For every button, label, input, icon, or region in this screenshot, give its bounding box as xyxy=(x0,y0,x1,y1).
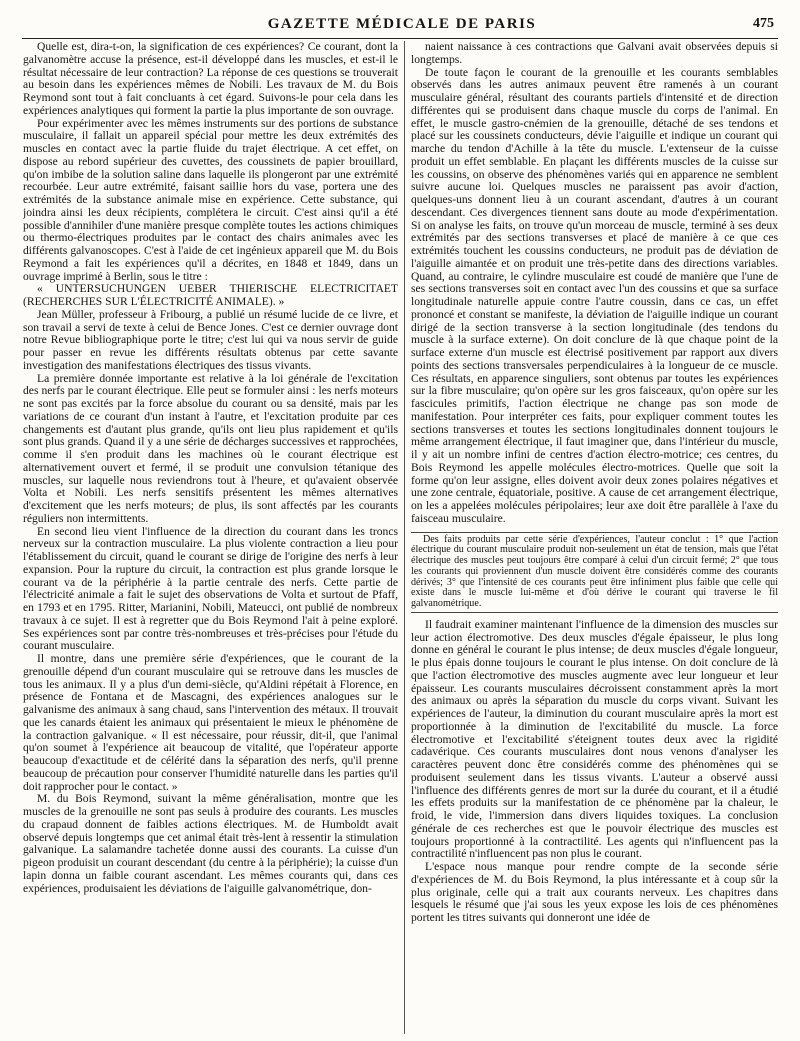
summary-text: Des faits produits par cette série d'expériences, l'auteur conclut : 1° que l'action électrique du courant musculaire produit non-seulement un état de tension, mais que l'état électrique des muscles peut toujours être comparé à celui d'un circuit fermé; 2° que tous les courants qui proviennent d'un muscle doivent être considérés comme des courants dérivés; 3° que l'intensité de ces courants peut être infiniment plus faible que celle qui existe dans le muscle lui-même et d'où dérive le courant qui traverse le fil galvanométrique. xyxy=(411,533,778,609)
paragraph: Quelle est, dira-t-on, la signification de ces expériences? Ce courant, dont la galvanomètre accuse la présence, est-il développé dans les muscles, et est-il le résultat nécessaire de leur contraction? La réponse de ces questions se trouverait au besoin dans les expériences mêmes de Nobili. Les travaux de M. du Bois Reymond sont tout à fait concluants à cet égard. Suivons-le pour cela dans les expériences analytiques qui forment la partie la plus importante de son ouvrage. xyxy=(23,41,398,117)
conclusion-summary xyxy=(411,532,778,613)
page-number: 475 xyxy=(753,16,774,31)
book-title-quote: « UNTERSUCHUNGEN UEBER THIERISCHE ELECTRICITAET (RECHERCHES SUR L'ÉLECTRICITÉ ANIMALE). » xyxy=(23,282,398,308)
journal-title: GAZETTE MÉDICALE DE PARIS xyxy=(267,16,537,32)
paragraph: La première donnée importante est relative à la loi générale de l'excitation des nerfs par le courant électrique. Elle peut se formuler ainsi : les nerfs moteurs ne sont pas excités par la force absolue du courant ou sa densité, mais par les variations de ce courant d'un instant à l'autre, et l'excitation produite par ces changements est d'autant plus grande, qu'ils ont lieu plus rapidement et qu'ils sont plus grands. Quand il y a une série de décharges successives et rapprochées, comme il s'en produit dans les machines où le courant électrique est alternativement ouvert et fermé, il se produit une convulsion tétanique des muscles, sur laquelle nous reviendrons tout à l'heure, et qu'avaient observée Volta et Nobili. Les nerfs sensitifs présentent les mêmes alternatives d'excitement que les nerfs moteurs; de plus, ils sont affectés par les courants réguliers non intermittents. xyxy=(23,371,398,525)
header-rule xyxy=(22,38,778,39)
left-column xyxy=(23,41,398,1036)
column-divider xyxy=(404,41,405,1034)
paragraph: En second lieu vient l'influence de la direction du courant dans les troncs nerveux sur la contraction musculaire. La plus violente contraction a lieu pour l'établissement du circuit, quand le courant se dirige de l'origine des nerfs à leur expansion. Pour la rupture du circuit, la contraction est plus grande lorsque le courant va de la périphérie à la partie centrale des nerfs. Cette partie de l'électricité animale a fait le sujet des observations de Volta et surtout de Pfaff, en 1793 et en 1795. Ritter, Marianini, Nobili, Mateucci, ont publié de nombreux travaux à ce sujet. Il est à regretter que du Bois Reymond l'ait à peine exploré. Ses expériences sont par contre très-nombreuses et très-précises pour l'étude du courant musculaire. xyxy=(23,524,398,653)
paragraph: M. du Bois Reymond, suivant la même généralisation, montre que les muscles de la grenouille ne sont pas seuls à produire des courants. Les muscles du crapaud donnent de faibles actions électriques. M. de Humboldt avait observé depuis longtemps que cet animal était très-lent à ressentir la stimulation galvanique. La salamandre tachetée donne aussi des courants. La cuisse d'un pigeon produisit un courant descendant (du centre à la périphérie); la cuisse d'un lapin donna un faible courant ascendant. Les mêmes courants qui, dans ces expériences, produisaient les déviations de l'aiguille galvanométrique, don- xyxy=(23,792,398,895)
page-header xyxy=(30,16,774,38)
paragraph: Pour expérimenter avec les mêmes instruments sur des portions de substance musculaire, il fallait un appareil spécial pour mettre les deux extrémités des muscles en contact avec la partie fluide du trajet électrique. A cet effet, on dispose au rebord supérieur des cuvettes, des coussinets de papier brouillard, qu'on imbibe de la solution saline dans laquelle ils plongeront par une extrémité recourbée. Leur autre extrémité, faisant saillie hors du vase, portera une des extrémités de la substance animale mise en expérience. Cette substance, qui joindra ainsi les deux récipients, complétera le circuit. C'est ainsi qu'il a été possible d'annihiler d'une manière presque complète toutes les actions chimiques ou thermo-électriques produites par le contact des chairs animales avec les différents galvanoscopes. C'est à l'aide de cet ingénieux appareil que M. du Bois Reymond a fait les expériences qu'il a décrites, en 1848 et 1849, dans un ouvrage imprimé à Berlin, sous le titre : xyxy=(23,116,398,283)
paragraph: Jean Müller, professeur à Fribourg, a publié un résumé lucide de ce livre, et son travail a servi de texte à celui de Bence Jones. C'est ce dernier ouvrage dont notre Revue bibliographique porte le titre; c'est lui qui va nous servir de guide pour passer en revue les différents résultats obtenus par cette savante investigation des manifestations électriques des tissus vivants. xyxy=(23,307,398,372)
right-column xyxy=(411,41,778,1036)
paragraph: De toute façon le courant de la grenouille et les courants semblables observés dans les autres animaux peuvent être ramenés à un courant musculaire général, résultant des courants partiels d'intensité et de direction différentes qui se produisent dans chaque muscle du corps de l'animal. En effet, le muscle gastro-cnémien de la grenouille, détaché de ses tendons et placé sur les coussinets conducteurs, dévie l'aiguille et indique un courant qui marche du tendon d'Achille à la tête du muscle. L'extenseur de la cuisse produit un effet semblable. En plaçant les différents muscles de la cuisse sur les coussins, on observe des phénomènes variés qui en apparence ne semblent suivre aucune loi. Quelques muscles ne paraissent pas avoir d'action, quelques-uns donnent lieu à un courant ascendant, d'autres à un courant descendant. Ces divergences tiennent sans doute au mode d'expérimentation. Si on analyse les faits, on trouve qu'un morceau de muscle, terminé à ses deux extrémités par des sections transverses et placé de manière à ce que ces extrémités touchent les coussins conducteurs, ne produit pas de déviation de l'aiguille aimantée et on produit une très-petite dans des directions variables. Quand, au contraire, le cylindre musculaire est coudé de manière que l'une de ses sections transverses soit en contact avec l'un des coussins et que sa surface longitudinale naturelle appuie contre l'autre coussin, dans ce cas, un effet prononcé et constant se manifeste, la déviation de l'aiguille indique un courant dirigé de la section transverse à la section longitudinale (des tendons du muscle à la surface externe). On doit conclure de là que chaque point de la surface externe d'un muscle est électrisé positivement par rapport aux divers points des sections transversales perpendiculaires à la longueur de ce muscle. Ces résultats, en apparence singuliers, sont obtenus par toutes les expériences sur la fibre musculaire; qu'on opère sur les gros faisceaux, qu'on opère sur les fascicules primitifs, l'action électrique ne change pas son mode de manifestation. Pour interpréter ces faits, pour expliquer comment toutes les sections transverses et toutes les sections longitudinales donnent toujours le même arrangement électrique, il faut imaginer que, dans l'intérieur du muscle, il y ait un nombre infini de centres d'action électro-motrice; ces centres, du Bois Reymond les appelle molécules électro-motrices. Quelle que soit la forme qu'on leur assigne, elles doivent avoir deux zones polaires négatives et une zone centrale, équatoriale, positive. A cause de cet arrangement électrique, on les a appelées molécules péripolaires; leur axe doit être parallèle à l'axe du faisceau musculaire. xyxy=(411,65,778,525)
paragraph: Il montre, dans une première série d'expériences, que le courant de la grenouille dépend d'un courant musculaire qui se retrouve dans les muscles de tous les animaux. Il y a plus d'un demi-siècle, qu'Aldini répétait à Florence, en présence de Fontana et de Mascagni, des expériences analogues sur le galvanisme des animaux à sang chaud, sans l'intervention des métaux. Il trouvait que les canards étaient les animaux qui présentaient le mieux le phénomène de la contraction galvanique. « Il est nécessaire, pour réussir, dit-il, que l'animal qu'on soumet à l'expérience ait beaucoup de vitalité, que l'opérateur apporte beaucoup d'exactitude et de célérité dans la séparation des nerfs, qu'il prenne beaucoup de précaution pour conserver l'humidité naturelle dans les parties qu'il doit rapprocher pour le contact. » xyxy=(23,652,398,793)
paragraph: naient naissance à ces contractions que Galvani avait observées depuis si longtemps. xyxy=(411,41,778,66)
paragraph: L'espace nous manque pour rendre compte de la seconde série d'expériences de M. du Bois Reymond, la plus intéressante et à coup sûr la plus originale, celle qui a trait aux courants nerveux. Les chapitres dans lesquels le résumé que j'ai sous les yeux expose les lois de ces phénomènes portent les titres suivants qui donneront une idée de xyxy=(411,860,778,924)
paragraph: Il faudrait examiner maintenant l'influence de la dimension des muscles sur leur action électromotive. Des deux muscles d'égale épaisseur, le plus long donne en général le courant le plus intense; de deux muscles d'égale longueur, le plus épais donne toujours le courant le plus intense. On doit conclure de là que l'action électromotive des muscles augmente avec leur longueur et leur épaisseur. Les courants musculaires décroissent constamment après la mort des animaux ou après la séparation du muscle du corps vivant. Suivant les expériences de l'auteur, la diminution du courant musculaire après la mort est proportionnée à la diminution de l'excitabilité du muscle. La force électromotive et l'excitabilité s'éteignent toutes deux avec la rigidité cadavérique. Ces courants musculaires dont nous venons d'analyser les caractères peuvent donc être considérés comme des phénomènes qui se produisent seulement dans les tissus vivants. L'auteur a observé aussi l'influence des différents genres de mort sur la durée du courant, et il a étudié les effets produits sur la manifestation de ce phénomène par la chaleur, le froid, le vide, l'immersion dans divers liquides toxiques. La conclusion générale de ces recherches est que le pouvoir électrique des muscles est toujours proportionné à la contractilité. Les agents qui n'influencent pas la contractilité n'influencent pas non plus le courant. xyxy=(411,617,778,861)
